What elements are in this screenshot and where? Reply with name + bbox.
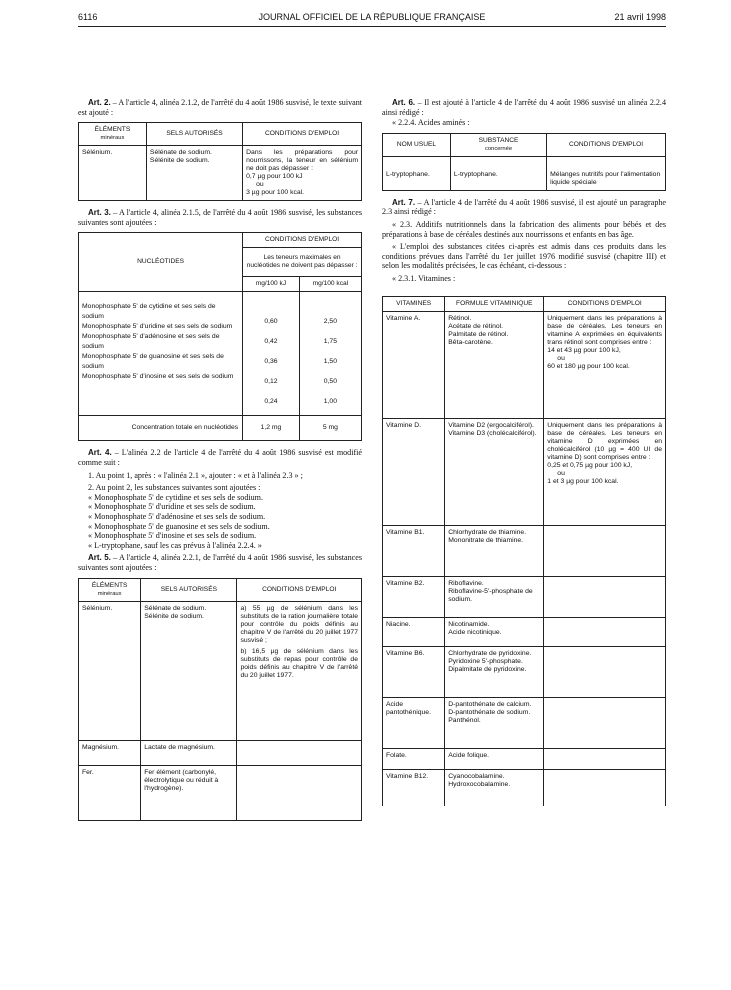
formula-cell xyxy=(445,646,544,697)
cond-line: ou xyxy=(557,354,565,362)
col-conditions: CONDITIONS D'EMPLOI xyxy=(243,233,362,248)
list-item: « Monophosphate 5' de cytidine et ses sels de sodium. xyxy=(88,492,263,502)
formula-line: Chlorhydrate de thiamine. xyxy=(448,528,527,536)
formula-cell xyxy=(445,769,544,806)
nucleotide-names xyxy=(79,292,243,416)
total-kcal: 5 mg xyxy=(299,416,361,441)
col-elements xyxy=(79,578,141,601)
header-label: ÉLÉMENTS xyxy=(94,126,131,134)
vitamin-name: Acide pantothénique. xyxy=(383,697,445,748)
value-kcal: 0,50 xyxy=(323,378,337,386)
table-row xyxy=(79,146,362,201)
list-item: « L-tryptophane, sauf les cas prévus à l'alinéa 2.2.4. » xyxy=(88,540,262,550)
formula-line: D-pantothénate de sodium. xyxy=(448,708,531,716)
total-kj: 1,2 mg xyxy=(243,416,300,441)
list-item: « Monophosphate 5' d'inosine et ses sels de sodium. xyxy=(88,531,257,541)
values-kcal xyxy=(299,292,361,416)
formula-line: Vitamine D2 (ergocalciférol). xyxy=(448,421,534,429)
value-kj: 0,36 xyxy=(264,358,278,366)
header-sublabel: minéraux xyxy=(97,590,122,597)
art7-para1: « 2.3. Additifs nutritionnels dans la fabrication des aliments pour bébés et des préparations à base de céréales destinés aux nourrissons et enfants en bas âge. xyxy=(382,219,666,239)
conditions-cell xyxy=(544,418,666,525)
cond-line: ou xyxy=(256,181,264,189)
vitamin-name: Vitamine B6. xyxy=(383,646,445,697)
formula-cell xyxy=(445,617,544,646)
table-header-row xyxy=(79,578,362,601)
conditions-cell xyxy=(544,646,666,697)
sels-cell xyxy=(141,601,237,740)
art3-table xyxy=(78,232,362,441)
art4-paragraph xyxy=(78,448,362,467)
sels-cell: Lactate de magnésium. xyxy=(141,740,237,765)
value-kj: 0,12 xyxy=(264,378,278,386)
formula-line: Dipalmitate de pyridoxine. xyxy=(448,665,527,673)
vitamin-name: Vitamine A. xyxy=(383,311,445,418)
value-kcal: 1,00 xyxy=(323,398,337,406)
table-row xyxy=(383,418,666,525)
col-elements xyxy=(79,123,147,146)
value-kcal: 1,75 xyxy=(323,338,337,346)
vitamin-name: Vitamine B12. xyxy=(383,769,445,806)
vitamin-name: Folate. xyxy=(383,748,445,769)
table-header-row xyxy=(383,133,666,156)
art6-table xyxy=(382,133,666,191)
cond-line: 60 et 180 µg pour 100 kcal. xyxy=(547,362,630,370)
value-kcal: 1,50 xyxy=(323,358,337,366)
cond-line: Dans les préparations pour nourrissons, la teneur en sélénium ne doit pas dépasser : xyxy=(246,149,358,173)
element-cell: Sélénium. xyxy=(79,601,141,740)
art5-paragraph xyxy=(78,553,362,572)
header-sublabel: minéraux xyxy=(100,135,125,142)
element-cell: Magnésium. xyxy=(79,740,141,765)
cond-line: 14 et 43 µg pour 100 kJ, xyxy=(547,346,621,354)
col-unit-kcal: mg/100 kcal xyxy=(299,277,361,292)
vitamin-name: Niacine. xyxy=(383,617,445,646)
header-sublabel: concernée xyxy=(484,145,513,152)
vitamin-name: Vitamine D. xyxy=(383,418,445,525)
substance-cell: L-tryptophane. xyxy=(450,156,546,190)
conditions-cell xyxy=(544,769,666,806)
conditions-cell xyxy=(544,697,666,748)
table-row xyxy=(383,617,666,646)
conditions-cell xyxy=(237,765,362,820)
art3-text: – A l'article 4, alinéa 2.1.5, de l'arrêté du 4 août 1986 susvisé, les substances suivantes sont ajoutées : xyxy=(78,208,363,227)
table-row xyxy=(79,765,362,820)
nom-cell: L-tryptophane. xyxy=(383,156,451,190)
art3-paragraph xyxy=(78,208,362,227)
value-kj: 0,42 xyxy=(264,338,278,346)
header-label: ÉLÉMENTS xyxy=(91,581,128,589)
right-column xyxy=(382,98,666,813)
conditions-cell xyxy=(237,740,362,765)
formula-line: D-pantothénate de calcium. xyxy=(448,700,532,708)
value-kcal: 2,50 xyxy=(323,318,337,326)
formula-line: Hydroxocobalamine. xyxy=(448,780,511,788)
conditions-cell xyxy=(544,748,666,769)
art4-point1: 1. Au point 1, après : « l'alinéa 2.1 », ajouter : « et à l'alinéa 2.3 » ; xyxy=(88,470,303,480)
col-formule: FORMULE VITAMINIQUE xyxy=(445,296,544,311)
art6-subheading: « 2.2.4. Acides aminés : xyxy=(392,118,470,128)
art7-para3: « 2.3.1. Vitamines : xyxy=(392,273,456,283)
nucleotide-name: Monophosphate 5' d'adénosine et ses sels de sodium xyxy=(82,333,220,351)
formula-cell xyxy=(445,418,544,525)
header-label: SUBSTANCE xyxy=(478,136,519,144)
nucleotide-name: Monophosphate 5' d'uridine et ses sels de sodium xyxy=(82,323,233,331)
vitamins-table xyxy=(382,296,666,806)
table-row xyxy=(383,769,666,806)
art7-label: Art. 7. xyxy=(392,197,416,207)
art2-label: Art. 2. xyxy=(88,98,111,107)
col-nucleotides: NUCLÉOTIDES xyxy=(79,233,243,292)
formula-cell xyxy=(445,525,544,576)
art4-text: – L'alinéa 2.2 de l'article 4 de l'arrêté du 4 août 1986 susvisé est modifié comme suit : xyxy=(78,448,362,467)
cond-line: a) 55 µg de sélénium dans les substituts de la ration journalière totale pour contrôle du poids définis au chapitre V de l'arrêté du 20 juillet 1977 susvisé ; xyxy=(240,604,358,644)
formula-line: Nicotinamide. xyxy=(448,620,490,628)
formula-line: Chlorhydrate de pyridoxine. xyxy=(448,649,532,657)
art7-text: – A l'article 4 de l'arrêté du 4 août 1986 susvisé, il est ajouté un paragraphe 2.3 ainsi rédigé : xyxy=(382,197,667,217)
formula-line: Mononitrate de thiamine. xyxy=(448,536,524,544)
list-item: « Monophosphate 5' d'adénosine et ses sels de sodium. xyxy=(88,511,266,521)
sels-cell: Fer élément (carbonylé, électrolytique ou réduit à l'hydrogène). xyxy=(141,765,237,820)
table-row xyxy=(383,646,666,697)
col-sels: SELS AUTORISÉS xyxy=(146,123,242,146)
art5-label: Art. 5. xyxy=(88,553,111,563)
conditions-cell: Mélanges nutritifs pour l'alimentation liquide spéciale xyxy=(547,156,666,190)
page-header xyxy=(78,12,666,27)
formula-line: Riboflavine. xyxy=(448,579,484,587)
formula-line: Pyridoxine 5'-phosphate. xyxy=(448,657,523,665)
list-item: « Monophosphate 5' d'uridine et ses sels de sodium. xyxy=(88,502,256,512)
cond-line: Uniquement dans les préparations à base de céréales. Les teneurs en vitamine D exprimées en cholécalciférol (10 µg = 400 UI de vitamine D) sont comprises entre : xyxy=(547,421,662,461)
cond-line: 3 µg pour 100 kcal. xyxy=(246,189,305,197)
art2-text: – A l'article 4, alinéa 2.1.2, de l'arrêté du 4 août 1986 susvisé, le texte suivant est ajouté : xyxy=(78,98,363,117)
conditions-cell xyxy=(237,601,362,740)
table-row xyxy=(383,156,666,190)
table-row xyxy=(383,525,666,576)
total-label: Concentration totale en nucléotides xyxy=(79,416,243,441)
nucleotide-name: Monophosphate 5' de guanosine et ses sels de sodium xyxy=(82,353,224,371)
table-header-row xyxy=(383,296,666,311)
conditions-cell xyxy=(544,525,666,576)
formula-line: Palmitate de rétinol. xyxy=(448,330,509,338)
formula-line: Rétinol. xyxy=(448,314,472,322)
cond-line: ou xyxy=(557,469,565,477)
table-row xyxy=(383,576,666,617)
cond-line: Uniquement dans les préparations à base de céréales. Les teneurs en vitamine A exprimées en équivalents trans rétinol sont comprises entre : xyxy=(547,314,662,346)
value-kj: 0,24 xyxy=(264,398,278,406)
formula-line: Acide nicotinique. xyxy=(448,628,502,636)
vitamin-name: Vitamine B2. xyxy=(383,576,445,617)
nucleotide-name: Monophosphate 5' d'inosine et ses sels de sodium xyxy=(82,373,234,381)
formula-cell xyxy=(445,697,544,748)
col-conditions: CONDITIONS D'EMPLOI xyxy=(243,123,362,146)
art2-table xyxy=(78,122,362,201)
left-column xyxy=(78,98,362,828)
col-unit-kj: mg/100 kJ xyxy=(243,277,300,292)
art6-label: Art. 6. xyxy=(392,98,416,107)
list-item: « Monophosphate 5' de guanosine et ses sels de sodium. xyxy=(88,521,270,531)
col-sels: SELS AUTORISÉS xyxy=(141,578,237,601)
cond-line: 0,25 et 0,75 µg pour 100 kJ, xyxy=(547,461,633,469)
cond-line: 0,7 µg pour 100 kJ xyxy=(246,173,303,181)
conditions-cell xyxy=(544,617,666,646)
sel-line: Sélénate de sodium. xyxy=(144,604,207,612)
table-header-row xyxy=(79,123,362,146)
art4-label: Art. 4. xyxy=(88,448,112,458)
col-substance xyxy=(450,133,546,156)
col-nom-usuel: NOM USUEL xyxy=(383,133,451,156)
element-cell: Sélénium. xyxy=(79,146,147,201)
formula-line: Riboflavine-5'-phosphate de sodium. xyxy=(448,587,533,603)
sel-line: Sélénate de sodium. xyxy=(149,149,212,157)
art6-paragraph xyxy=(382,98,666,117)
col-conditions-sub: Les teneurs maximales en nucléotides ne doivent pas dépasser : xyxy=(243,248,362,277)
col-vitamines: VITAMINES xyxy=(383,296,445,311)
journal-title: JOURNAL OFFICIEL DE LA RÉPUBLIQUE FRANÇAISE xyxy=(258,12,486,22)
issue-date: 21 avril 1998 xyxy=(614,12,666,22)
conditions-cell xyxy=(544,576,666,617)
table-row xyxy=(383,697,666,748)
col-conditions: CONDITIONS D'EMPLOI xyxy=(547,133,666,156)
sel-line: Sélénite de sodium. xyxy=(144,612,204,620)
art7-para2: « L'emploi des substances citées ci-après est admis dans ces produits dans les conditions prévues dans l'arrêté du 1er juillet 1976 modifié susvisé (chapitre III) et selon les modalités précisées, le cas échéant, ci-dessous : xyxy=(382,242,666,271)
cond-line: 1 et 3 µg pour 100 kcal. xyxy=(547,477,619,485)
table-row xyxy=(79,416,362,441)
art5-table xyxy=(78,578,362,821)
art5-text: – A l'article 4, alinéa 2.2.1, de l'arrêté du 4 août 1986 susvisé, les substances suivantes sont ajoutées : xyxy=(78,553,363,572)
art7-paragraph xyxy=(382,198,666,217)
col-conditions: CONDITIONS D'EMPLOI xyxy=(237,578,362,601)
art3-label: Art. 3. xyxy=(88,208,111,218)
values-kj xyxy=(243,292,300,416)
sels-cell xyxy=(146,146,242,201)
cond-line: b) 16,5 µg de sélénium dans les substituts de repas pour contrôle de poids définis au chapitre V de l'arrêté du 20 juillet 1977. xyxy=(240,647,358,679)
formula-cell xyxy=(445,311,544,418)
table-row xyxy=(79,292,362,416)
sel-line: Sélénite de sodium. xyxy=(149,157,210,165)
formula-cell xyxy=(445,748,544,769)
formula-line: Cyanocobalamine. xyxy=(448,772,505,780)
art4-point2: 2. Au point 2, les substances suivantes sont ajoutées : xyxy=(88,483,261,493)
art2-paragraph xyxy=(78,98,362,117)
formula-cell xyxy=(445,576,544,617)
conditions-cell xyxy=(243,146,362,201)
value-kj: 0,60 xyxy=(264,318,278,326)
formula-line: Acétate de rétinol. xyxy=(448,322,504,330)
page-number: 6116 xyxy=(78,12,98,22)
formula-line: Acide folique. xyxy=(448,751,490,759)
element-cell: Fer. xyxy=(79,765,141,820)
table-row xyxy=(79,601,362,740)
formula-line: Bêta-carotène. xyxy=(448,338,493,346)
table-row xyxy=(79,740,362,765)
col-conditions: CONDITIONS D'EMPLOI xyxy=(544,296,666,311)
formula-line: Panthénol. xyxy=(448,716,481,724)
art6-text: – Il est ajouté à l'article 4 de l'arrêté du 4 août 1986 susvisé un alinéa 2.2.4 ainsi rédigé : xyxy=(382,98,667,117)
vitamin-name: Vitamine B1. xyxy=(383,525,445,576)
formula-line: Vitamine D3 (cholécalciférol). xyxy=(448,429,537,437)
table-row xyxy=(383,748,666,769)
conditions-cell xyxy=(544,311,666,418)
nucleotide-name: Monophosphate 5' de cytidine et ses sels de sodium xyxy=(82,303,216,321)
table-header-row xyxy=(79,233,362,248)
table-row xyxy=(383,311,666,418)
